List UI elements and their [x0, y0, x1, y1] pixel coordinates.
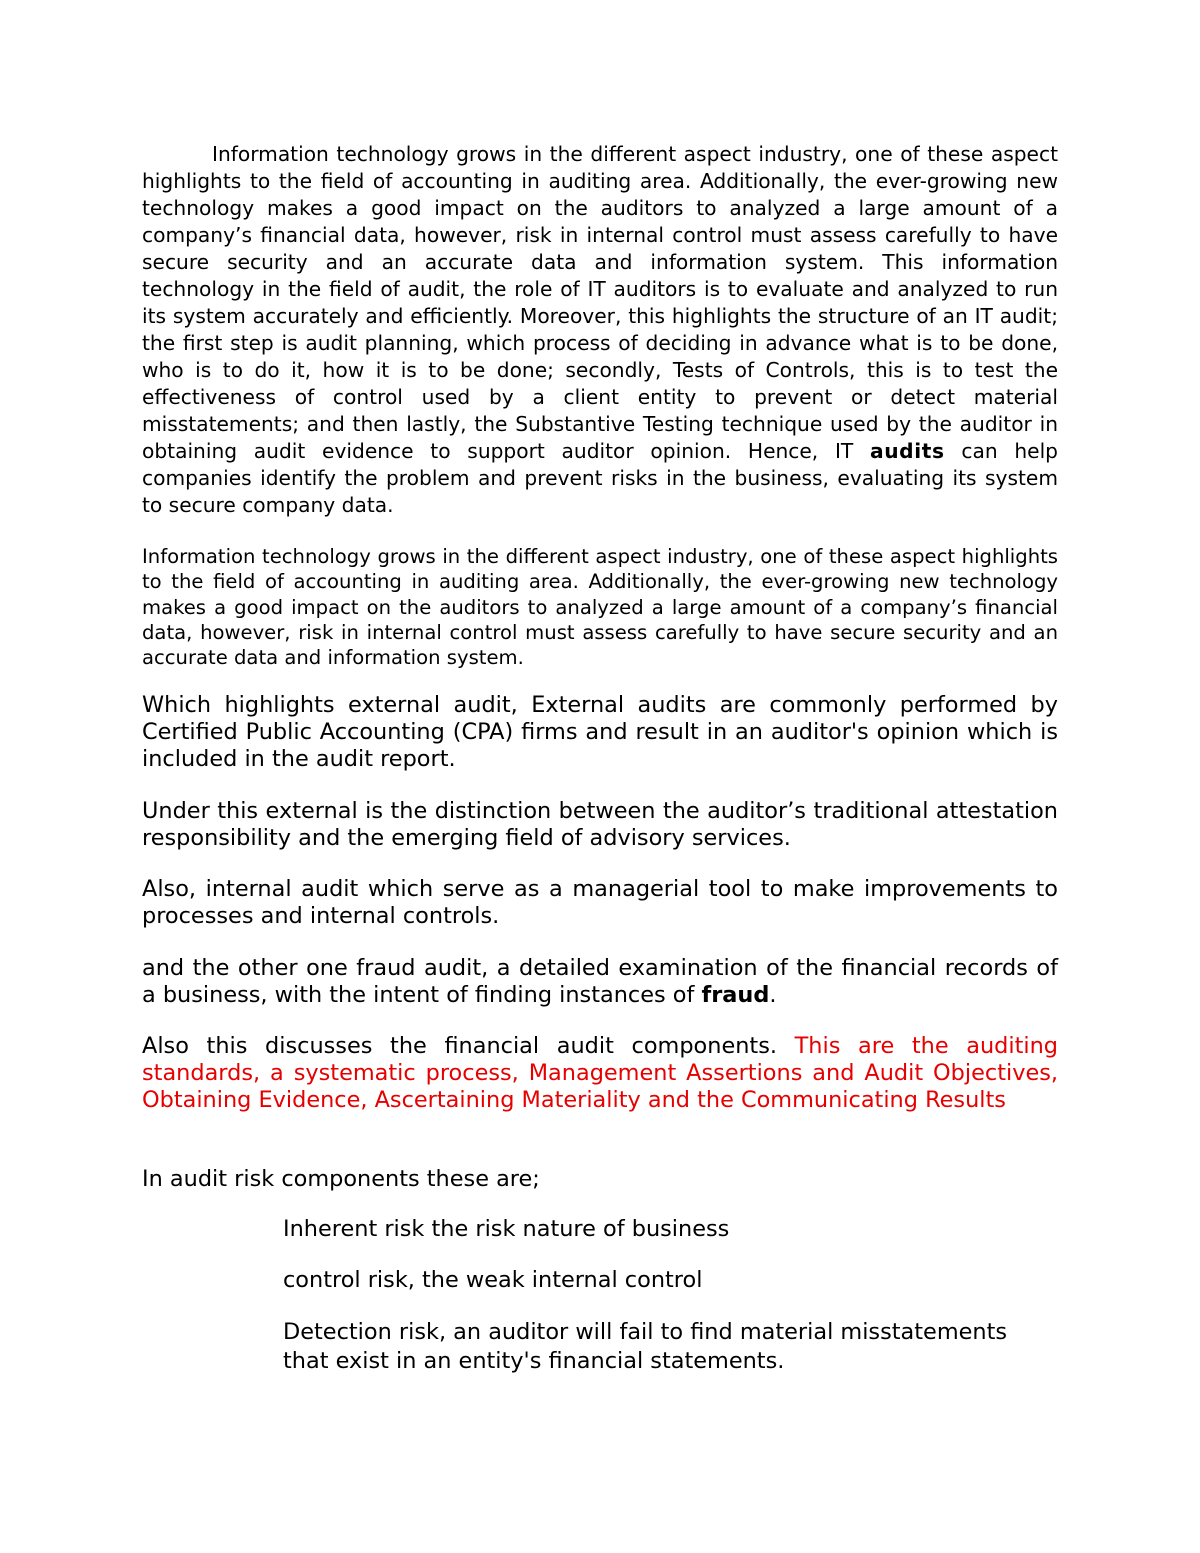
paragraph-fraud-audit [142, 955, 1058, 1009]
risk-item-control: control risk, the weak internal control [283, 1267, 703, 1293]
paragraph-6-text-start: and the other one fraud audit, a detailed examination of the financial records of a business, with the intent of finding instances of [142, 955, 1058, 1008]
bold-term-fraud: fraud [701, 982, 770, 1008]
risk-item-detection: Detection risk, an auditor will fail to find material misstatements that exist in an entity's financial statements. [283, 1319, 1008, 1374]
bold-term-audits: audits [869, 439, 945, 463]
paragraph-1-text-start: Information technology grows in the different aspect industry, one of these aspect highlights to the field of accounting in auditing area. Additionally, the ever-growing new technology makes a good impact on the auditors to analyzed a large amount of a company’s financial data, however, risk in internal control must assess carefully to have secure security and an accurate data and information system. This information technology in the field of audit, the role of IT auditors is to evaluate and analyzed to run its system accurately and efficiently. Moreover, this highlights the structure of an IT audit; the first step is audit planning, which process of deciding in advance what is to be done, who is to do it, how it is to be done; secondly, Tests of Controls, this is to test the effectiveness of control used by a client entity to prevent or detect material misstatements; and then lastly, the Substantive Testing technique used by the auditor in obtaining audit evidence to support auditor opinion. Hence, IT [142, 142, 1058, 463]
paragraph-it-growth: Information technology grows in the different aspect industry, one of these aspect highlights to the field of accounting in auditing area. Additionally, the ever-growing new technology makes a good impact on the auditors to analyzed a large amount of a company’s financial data, however, risk in internal control must assess carefully to have secure security and an accurate data and information system. [142, 545, 1058, 670]
paragraph-audit-risk-intro: In audit risk components these are; [142, 1166, 540, 1192]
paragraph-7-red-text: This are the auditing standards, a systematic process, Management Assertions and Audit Objectives, Obtaining Evidence, Ascertaining Materiality and the Communicating Results [142, 1033, 1059, 1113]
paragraph-external-audit: Which highlights external audit, External audits are commonly performed by Certified Public Accounting (CPA) firms and result in an auditor's opinion which is included in the audit report. [142, 692, 1058, 772]
paragraph-1-text-end: can help companies identify the problem and prevent risks in the business, evaluating its system to secure company data. [142, 439, 1058, 517]
paragraph-attestation: Under this external is the distinction between the auditor’s traditional attestation responsibility and the emerging field of advisory services. [142, 798, 1058, 851]
paragraph-7-black-text: Also this discusses the financial audit components. [142, 1033, 795, 1059]
risk-item-inherent: Inherent risk the risk nature of business [283, 1216, 730, 1242]
paragraph-internal-audit: Also, internal audit which serve as a managerial tool to make improvements to processes and internal controls. [142, 876, 1058, 929]
paragraph-6-text-end: . [769, 982, 777, 1008]
paragraph-financial-audit-components [142, 1033, 1058, 1114]
paragraph-it-audit-overview [142, 141, 1058, 519]
